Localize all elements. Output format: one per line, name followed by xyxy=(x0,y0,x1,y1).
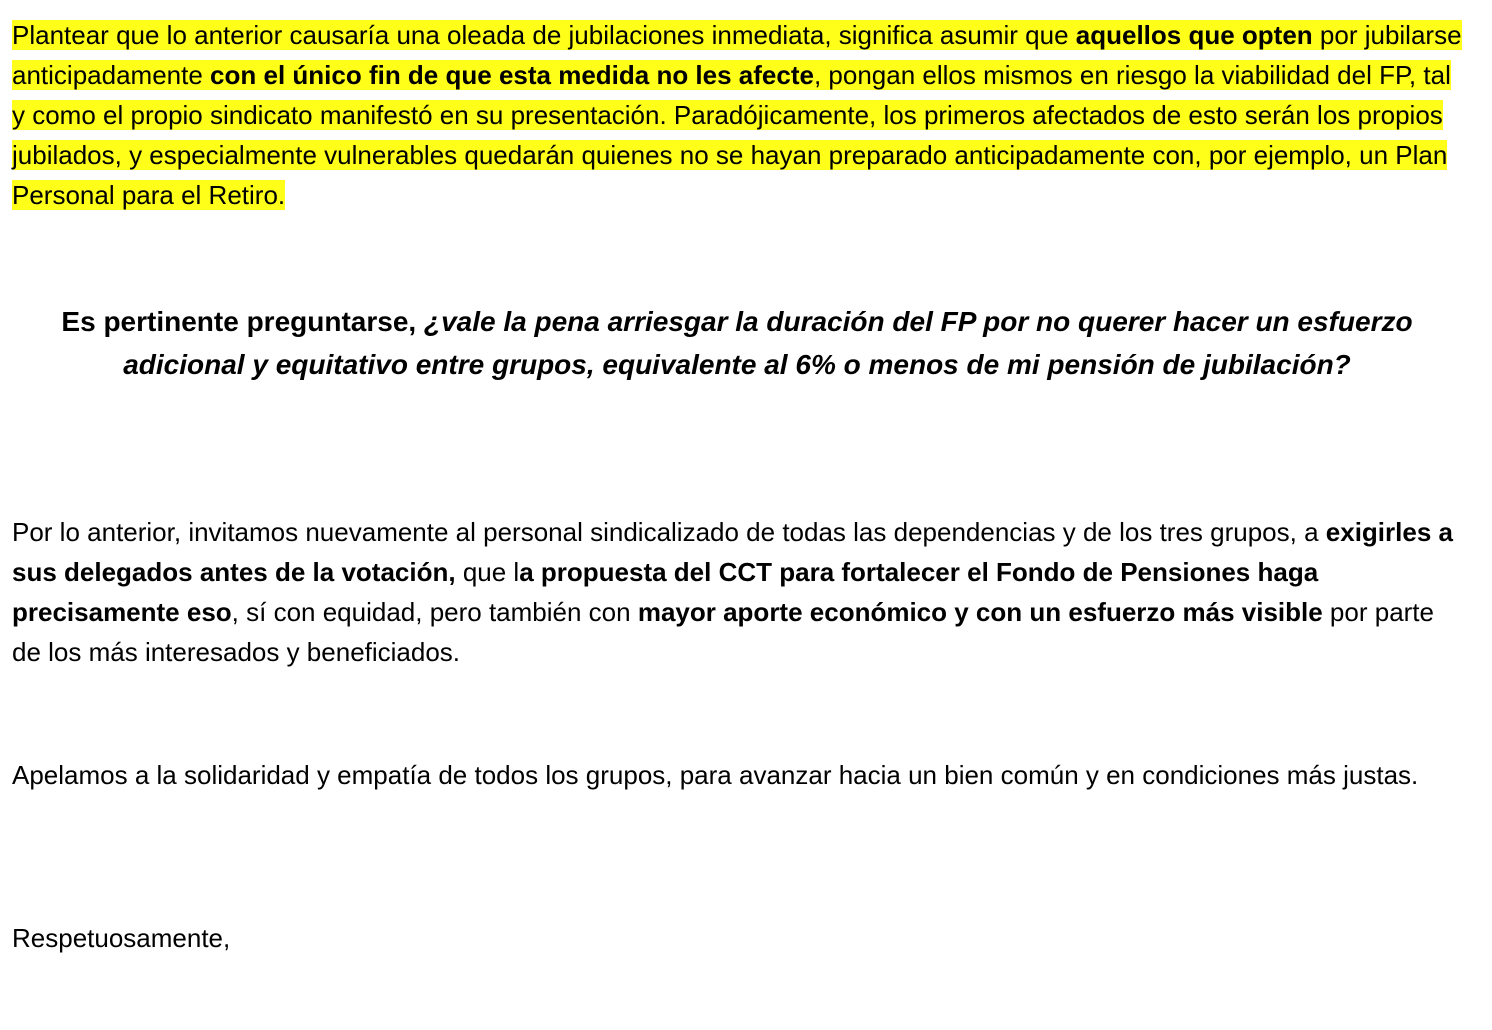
p3-text-3: , sí con equidad, pero también con xyxy=(231,597,638,627)
p3-text-4: por parte de los más interesados y beneficiados. xyxy=(12,597,1434,667)
p3-bold-2: a propuesta del CCT para fortalecer el Fondo de Pensiones haga precisamente eso xyxy=(12,557,1319,627)
appeal-paragraph xyxy=(12,755,1462,795)
p2-question: ¿vale la pena arriesgar la duración del FP por no querer hacer un esfuerzo adicional y equitativo entre grupos, equivalente al 6% o menos de mi pensión de jubilación? xyxy=(123,306,1413,380)
p4-text: Apelamos a la solidaridad y empatía de todos los grupos, para avanzar hacia un bien común y en condiciones más justas. xyxy=(12,760,1419,790)
p1-text-2: por jubilarse anticipadamente xyxy=(12,20,1462,90)
closing-line: Respetuosamente, xyxy=(12,923,231,953)
p3-text-1: Por lo anterior, invitamos nuevamente al personal sindicalizado de todas las dependencias y de los tres grupos, a xyxy=(12,517,1326,547)
p3-text-2: que l xyxy=(455,557,520,587)
p1-bold-1: aquellos que opten xyxy=(1075,20,1313,50)
p3-bold-1: exigirles a sus delegados antes de la votación, xyxy=(12,517,1453,587)
paragraph-highlighted xyxy=(12,15,1462,215)
p1-bold-2: con el único fin de que esta medida no les afecte xyxy=(210,60,814,90)
question-paragraph xyxy=(12,300,1462,386)
p1-text-1: Plantear que lo anterior causaría una oleada de jubilaciones inmediata, significa asumir que xyxy=(12,20,1076,50)
p2-lead: Es pertinente preguntarse, xyxy=(61,306,424,337)
p3-bold-3: mayor aporte económico y con un esfuerzo más visible xyxy=(637,597,1323,627)
p1-text-3: , pongan ellos mismos en riesgo la viabilidad del FP, tal y como el propio sindicato manifestó en su presentación. Paradójicamente, los primeros afectados de esto serán los propios jubilados, y especialmente vulnerables quedarán quienes no se hayan preparado anticipadamente con, por ejemplo, un Plan Personal para el Retiro. xyxy=(12,60,1451,210)
invitation-paragraph xyxy=(12,512,1462,672)
highlight-span xyxy=(12,20,1462,210)
